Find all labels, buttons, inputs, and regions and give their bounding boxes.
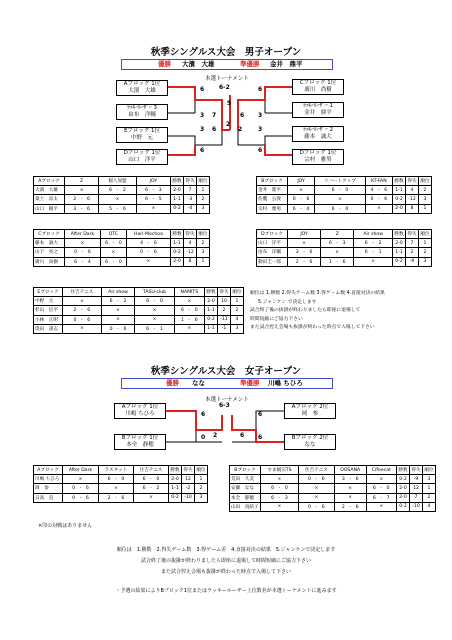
entry-seed: Aブロック 1位: [123, 81, 161, 87]
note-line: 順位は 1.勝数 2.得失ゲーム数 3.得ゲーム数 4.直接対決の結果: [250, 291, 385, 296]
table-cell: 6 - 3: [136, 186, 170, 195]
table-cell: 2: [406, 248, 419, 257]
table-cell: 2-0: [397, 493, 410, 502]
table-header: 得失: [184, 177, 197, 186]
table-cell: 3: [195, 493, 208, 502]
men-score: 6: [212, 126, 217, 133]
table-cell: 堤田 訓志: [34, 324, 63, 333]
table-cell: 1 - 6: [174, 315, 204, 324]
entry-name: 金井 鼎平: [304, 110, 332, 116]
table-header: 住吉テニス: [133, 466, 168, 475]
women-entry-b1: [114, 434, 166, 450]
table-cell: 6 - 0: [133, 475, 168, 484]
table-header: 順位: [419, 230, 432, 239]
table-header: Aブロック: [34, 466, 63, 475]
table-cell: -12: [184, 248, 197, 257]
table-header: JOY: [288, 177, 315, 186]
table-cell: ×: [101, 315, 135, 324]
entry-name: 藤本 誠大: [304, 134, 332, 140]
table-cell: 0-2: [205, 315, 218, 324]
entry-seed: Bブロック 2位: [291, 435, 329, 441]
table-cell: 6 - 1: [354, 248, 393, 257]
entry-name: 川嶋 ちひろ: [125, 411, 155, 417]
table-header: 順位: [195, 466, 208, 475]
table-cell: 0 - 6: [63, 484, 99, 493]
women-footnote: ×印の対戦はありません: [38, 523, 93, 529]
table-cell: 12: [410, 484, 423, 493]
note-line: 5.ジャンケン で決定します: [258, 299, 317, 305]
entry-name: 岡 参: [301, 411, 319, 417]
table-cell: 0-2: [171, 248, 184, 257]
table-cell: 杉山 信平: [34, 306, 63, 315]
table-cell: ×: [174, 297, 204, 306]
table-cell: ×: [365, 204, 392, 213]
entry-seed: Dブロック 1位: [299, 150, 337, 156]
men-runnerup-label: 準優勝: [240, 60, 260, 68]
table-header: 得失: [218, 288, 231, 297]
table-cell: 0 - 6: [365, 195, 392, 204]
table-cell: 2: [197, 195, 210, 204]
table-header: Bブロック: [230, 466, 261, 475]
table-cell: 0-2: [397, 475, 410, 484]
table-header: KT-FAN: [365, 177, 392, 186]
table-cell: 1: [419, 239, 432, 248]
table-cell: ×: [63, 475, 99, 484]
table-header: JOY: [288, 230, 321, 239]
table-header: 勝数: [393, 177, 406, 186]
table-header: 勝数: [397, 466, 410, 475]
women-title: 秋季シングルス大会 女子オープン: [150, 366, 302, 377]
table-cell: 2-0: [205, 297, 218, 306]
table-cell: 山田 真結子: [230, 502, 261, 511]
women-score: 0: [201, 434, 206, 441]
table-cell: 6 - 2: [99, 186, 137, 195]
table-cell: 4 - 6: [126, 239, 170, 248]
note-line: また試合控え会場も抜掛が終わった時点で入場して下さい: [161, 569, 291, 575]
entry-seed: Aブロック 2位: [291, 404, 329, 410]
table-header: 勝数: [171, 177, 184, 186]
table-cell: 2: [197, 239, 210, 248]
table-cell: 6 - 3: [321, 239, 354, 248]
table-cell: 4 - 6: [365, 186, 392, 195]
table-cell: ×: [334, 493, 366, 502]
table-cell: 0-2: [393, 257, 406, 266]
table-cell: 動田圭一郎: [257, 257, 288, 266]
table-cell: 2: [419, 248, 432, 257]
table-header: 住吉テニス: [63, 288, 102, 297]
table-cell: ×: [63, 324, 102, 333]
entry-name: なな: [304, 442, 316, 448]
table-cell: 1: [231, 297, 244, 306]
table-cell: 0-2: [171, 204, 184, 213]
women-winner-label: 優勝: [166, 379, 179, 387]
men-score: 6: [258, 147, 263, 154]
table-cell: 3: [231, 324, 244, 333]
table-cell: -10: [410, 502, 423, 511]
table-cell: 2-0: [397, 484, 410, 493]
women-entry-a1: [114, 403, 166, 419]
table-header: 順位: [419, 177, 432, 186]
table-cell: 2 - 6: [334, 502, 366, 511]
entry-name: 大濱 大雄: [128, 88, 156, 94]
table-cell: ×: [63, 297, 102, 306]
table-cell: ×: [366, 475, 396, 484]
table-cell: 廣川 尚樹: [34, 257, 65, 266]
men-score: 3: [258, 126, 263, 133]
table-cell: ×: [261, 502, 299, 511]
women-runnerup-label: 準優勝: [240, 379, 260, 387]
men-final-score: 6-2: [219, 84, 230, 91]
women-score: 2: [213, 432, 218, 439]
table-cell: 3 - 6: [288, 248, 321, 257]
entry-name: 中野 元: [130, 135, 153, 141]
table-cell: 3: [419, 195, 432, 204]
table-cell: 6 - 4: [65, 257, 101, 266]
table-cell: -3: [184, 195, 197, 204]
table-cell: 6 - 0: [98, 475, 133, 484]
table-cell: 12: [182, 475, 195, 484]
table-cell: 由布 洋輔: [257, 248, 288, 257]
table-cell: 安藤 なな: [230, 484, 261, 493]
table-header: Dブロック: [257, 230, 288, 239]
table-cell: 6 - 0: [100, 239, 126, 248]
table-cell: 0 - 6: [288, 195, 315, 204]
table-cell: -9: [406, 257, 419, 266]
women-entry-a2: [284, 403, 336, 419]
table-cell: 2: [218, 306, 231, 315]
table-cell: 6 - 4: [288, 204, 315, 213]
women-winner-name: なな: [192, 379, 205, 387]
table-cell: ×: [288, 186, 315, 195]
table-cell: 8: [406, 204, 419, 213]
entry-seed: Cブロック 1位: [299, 80, 337, 86]
men-winner-label: 優勝: [158, 60, 171, 68]
men-score: 6: [200, 86, 205, 93]
entry-name: 宗村 雅男: [304, 157, 332, 163]
table-cell: ×: [354, 257, 393, 266]
table-header: Z: [321, 230, 354, 239]
table-cell: ×: [298, 484, 334, 493]
table-cell: ×: [321, 248, 354, 257]
table-header: Cブロック: [34, 230, 65, 239]
table-cell: 10: [218, 297, 231, 306]
women-tournament-label: 本選トーナメント: [205, 397, 249, 403]
men-score: 2: [226, 121, 231, 128]
table-cell: 中野 元: [34, 297, 63, 306]
table-cell: 6 - 1: [135, 324, 174, 333]
table-cell: 4: [423, 502, 436, 511]
table-cell: 荒田 久美: [230, 475, 261, 484]
entry-seed: Bブロック 1位: [121, 435, 159, 441]
table-cell: 6 - 0: [261, 484, 299, 493]
table-cell: 金井 鼎平: [257, 186, 288, 195]
women-runnerup-name: 川嶋 ちひろ: [268, 379, 303, 387]
entry-seed: Aブロック 1位: [121, 404, 159, 410]
women-final-score: 6-3: [219, 402, 230, 409]
table-cell: 3: [419, 257, 432, 266]
table-cell: 0 - 6: [65, 248, 101, 257]
table-cell: 2 - 6: [63, 306, 102, 315]
table-header: 勝数: [393, 230, 406, 239]
table-header: 得失: [184, 230, 197, 239]
table-cell: 1 - 6: [321, 257, 354, 266]
table-cell: 6 - 0: [366, 484, 396, 493]
table-cell: 7: [406, 239, 419, 248]
women-entry-b2: [284, 434, 336, 450]
men-score: 6: [200, 147, 205, 154]
women-score: 6: [240, 432, 245, 439]
men-runnerup-name: 金井 鼎平: [270, 60, 303, 68]
table-header: C/feecat: [366, 466, 396, 475]
entry-seed: ﾗｯｷｰﾙｰｻﾞｰ 3: [127, 105, 157, 111]
table-header: After Dark: [63, 466, 99, 475]
table-cell: 佐鷹 公義: [257, 195, 288, 204]
table-header: JOY: [136, 177, 170, 186]
table-cell: 0-2: [169, 493, 182, 502]
table-cell: 6 - 0: [174, 306, 204, 315]
table-header: TASU-club: [135, 288, 174, 297]
entry-seed: ﾗｯｷｰﾙｰｻﾞｰ 2: [303, 127, 333, 133]
table-cell: 本全 静穂: [230, 493, 261, 502]
table-cell: ×: [136, 204, 170, 213]
table-header: Hari-Mochoa: [126, 230, 170, 239]
table-header: 得失: [410, 466, 423, 475]
women-score: 6: [258, 411, 263, 418]
table-cell: 6 - 7: [366, 493, 396, 502]
table-cell: 3: [197, 204, 210, 213]
table-cell: 1: [197, 257, 210, 266]
table-cell: 藤本 誠大: [34, 239, 65, 248]
table-cell: 6 - 2: [133, 484, 168, 493]
men-score: 3: [200, 126, 205, 133]
table-cell: 1-1: [169, 484, 182, 493]
entry-name: 山口 洋平: [128, 157, 156, 163]
table-header: 勝数: [205, 288, 218, 297]
table-cell: -2: [182, 484, 195, 493]
table-cell: 3: [197, 248, 210, 257]
men-title: 秋季シングルス大会 男子オープン: [150, 47, 302, 58]
table-cell: ×: [315, 195, 366, 204]
table-cell: 0 - 6: [126, 248, 170, 257]
table-cell: ×: [65, 186, 99, 195]
table-header: すま厩宗TS: [261, 466, 299, 475]
table-cell: 日高 直: [34, 493, 63, 502]
note-line: 試合終了後の抜掛が終わりましたら即座に退場して時間短縮にご協力下さい: [140, 558, 311, 564]
table-cell: 0 - 6: [298, 502, 334, 511]
table-header: Z: [65, 177, 99, 186]
table-cell: ×: [288, 239, 321, 248]
table-cell: 1-1: [205, 324, 218, 333]
table-cell: ×: [298, 493, 334, 502]
table-header: 順位: [423, 466, 436, 475]
table-header: リハートクップ: [315, 177, 366, 186]
table-cell: 6 - 0: [135, 297, 174, 306]
table-cell: ×: [334, 484, 366, 493]
table-cell: 宗村 雅男: [257, 204, 288, 213]
table-cell: 7: [184, 186, 197, 195]
men-score: 2: [238, 126, 243, 133]
men-score: 6: [240, 112, 245, 119]
table-cell: 1-1: [171, 239, 184, 248]
men-tournament-label: 本選トーナメント: [205, 76, 249, 82]
table-header: Eブロック: [34, 288, 63, 297]
table-cell: 1: [197, 186, 210, 195]
table-cell: -10: [182, 493, 195, 502]
table-cell: ×: [101, 306, 135, 315]
table-header: 個人加盟: [99, 177, 137, 186]
table-header: 順位: [197, 230, 210, 239]
table-cell: 1-1: [393, 248, 406, 257]
table-cell: ×: [65, 239, 101, 248]
table-header: 順位: [197, 177, 210, 186]
table-header: 得失: [406, 230, 419, 239]
table-header: ラスタット: [98, 466, 133, 475]
table-cell: ×: [135, 315, 174, 324]
table-cell: ×: [99, 195, 137, 204]
table-cell: 0-2: [397, 502, 410, 511]
men-score: 7: [212, 112, 217, 119]
table-cell: ×: [261, 475, 299, 484]
table-cell: 2: [419, 186, 432, 195]
table-header: NAMITS: [174, 288, 204, 297]
table-cell: ×: [135, 306, 174, 315]
table-cell: 0 - 6: [63, 315, 102, 324]
table-cell: -11: [218, 315, 231, 324]
women-rule-note: [0, 545, 452, 597]
table-cell: -4: [184, 204, 197, 213]
table-cell: 0 - 6: [101, 324, 135, 333]
women-block-a-table: [33, 465, 208, 503]
entry-name: 本全 静穂: [126, 442, 154, 448]
table-cell: ×: [174, 324, 204, 333]
table-cell: 3: [423, 475, 436, 484]
table-cell: 0 - 6: [63, 493, 99, 502]
table-header: After Dark: [65, 230, 101, 239]
table-cell: ×: [366, 502, 396, 511]
table-cell: 1-1: [171, 195, 184, 204]
table-cell: 7: [410, 493, 423, 502]
table-cell: 山下 亮之: [34, 248, 65, 257]
note-line: 順位は 1.勝数 2.得失ゲーム数 3.得ゲーム差 4.直接対決の結果 5.ジャンケンで決定します: [116, 547, 336, 553]
table-cell: 2: [195, 484, 208, 493]
table-cell: 1: [423, 484, 436, 493]
table-cell: 1: [419, 204, 432, 213]
table-cell: 6 - 0: [315, 186, 366, 195]
entry-name: 由布 洋輔: [128, 112, 156, 118]
table-cell: 4: [231, 315, 244, 324]
entry-seed: ﾗｯｷｰﾙｰｻﾞｰ 1: [303, 103, 333, 109]
table-header: 順位: [231, 288, 244, 297]
table-header: OOSANA: [334, 466, 366, 475]
table-cell: 6 - 5: [136, 195, 170, 204]
entry-name: 廣川 尚樹: [304, 87, 332, 93]
table-cell: ×: [98, 484, 133, 493]
table-cell: ×: [100, 248, 126, 257]
table-header: 勝数: [169, 466, 182, 475]
men-score: 5: [227, 100, 232, 107]
table-cell: 4: [406, 186, 419, 195]
table-header: Aブロック: [34, 177, 65, 186]
table-cell: 2-0: [171, 186, 184, 195]
table-header: 得失: [182, 466, 195, 475]
table-header: 勝数: [171, 230, 184, 239]
table-cell: 2 - 6: [65, 195, 99, 204]
men-score: 3: [200, 112, 205, 119]
table-cell: -1: [218, 324, 231, 333]
entry-seed: Dブロック 1位: [123, 150, 161, 156]
table-cell: 8: [184, 257, 197, 266]
men-winner-name: 大濱 大雄: [182, 60, 215, 68]
table-cell: 0-2: [393, 195, 406, 204]
table-cell: 0 - 6: [298, 475, 334, 484]
women-score: 6: [258, 434, 263, 441]
table-cell: 大濱 大雄: [34, 186, 65, 195]
table-header: OTC: [100, 230, 126, 239]
table-cell: 2: [423, 493, 436, 502]
table-header: 得失: [406, 177, 419, 186]
table-cell: 2: [231, 306, 244, 315]
table-cell: 3 - 6: [65, 204, 99, 213]
men-score: 6: [258, 86, 263, 93]
table-cell: 6 - 0: [315, 204, 366, 213]
table-cell: 1-1: [205, 306, 218, 315]
table-cell: ×: [126, 257, 170, 266]
table-cell: 6 - 3: [261, 493, 299, 502]
note-line: また試合控え会場も抜掛が終わった時点で入場して下さい: [250, 325, 375, 331]
note-line: ・予選の結果によりBブロック1位またはラッキールーザー上位数名が本選トーナメントに進みます: [115, 588, 337, 594]
table-header: 住吉テニス: [298, 466, 334, 475]
table-cell: 2-0: [393, 204, 406, 213]
table-cell: 2-0: [393, 239, 406, 248]
table-cell: 5 - 6: [99, 204, 137, 213]
table-cell: 1-1: [393, 186, 406, 195]
table-cell: 岡 参: [34, 484, 63, 493]
table-header: Air show: [354, 230, 393, 239]
table-cell: 山口 鏡平: [34, 204, 65, 213]
table-cell: 川嶋 ちひろ: [34, 475, 63, 484]
table-cell: 2-0: [169, 475, 182, 484]
women-score: 6: [201, 411, 206, 418]
table-cell: 2 - 6: [288, 257, 321, 266]
table-cell: 2-0: [171, 257, 184, 266]
men-score: 3: [258, 112, 263, 119]
table-header: Bブロック: [257, 177, 288, 186]
table-cell: 1: [195, 475, 208, 484]
table-header: Air show: [101, 288, 135, 297]
table-cell: 6 - 0: [100, 257, 126, 266]
note-line: 試合終了後の抜掛が終わりましたら即座に退場して: [250, 308, 361, 314]
table-cell: 2 - 6: [98, 493, 133, 502]
table-cell: 小林 正明: [34, 315, 63, 324]
table-cell: 6 - 2: [101, 297, 135, 306]
table-cell: -12: [406, 195, 419, 204]
table-cell: ×: [133, 493, 168, 502]
women-block-b-table: [229, 465, 436, 512]
table-cell: 山口 洋平: [257, 239, 288, 248]
table-cell: 6 - 2: [354, 239, 393, 248]
table-cell: 3 - 6: [334, 475, 366, 484]
note-line: 時間短縮にご協力下さい: [250, 316, 303, 322]
table-cell: 4: [184, 239, 197, 248]
table-cell: 桑土 涼太: [34, 195, 65, 204]
entry-seed: Eブロック 1位: [123, 128, 161, 134]
table-cell: -9: [410, 475, 423, 484]
